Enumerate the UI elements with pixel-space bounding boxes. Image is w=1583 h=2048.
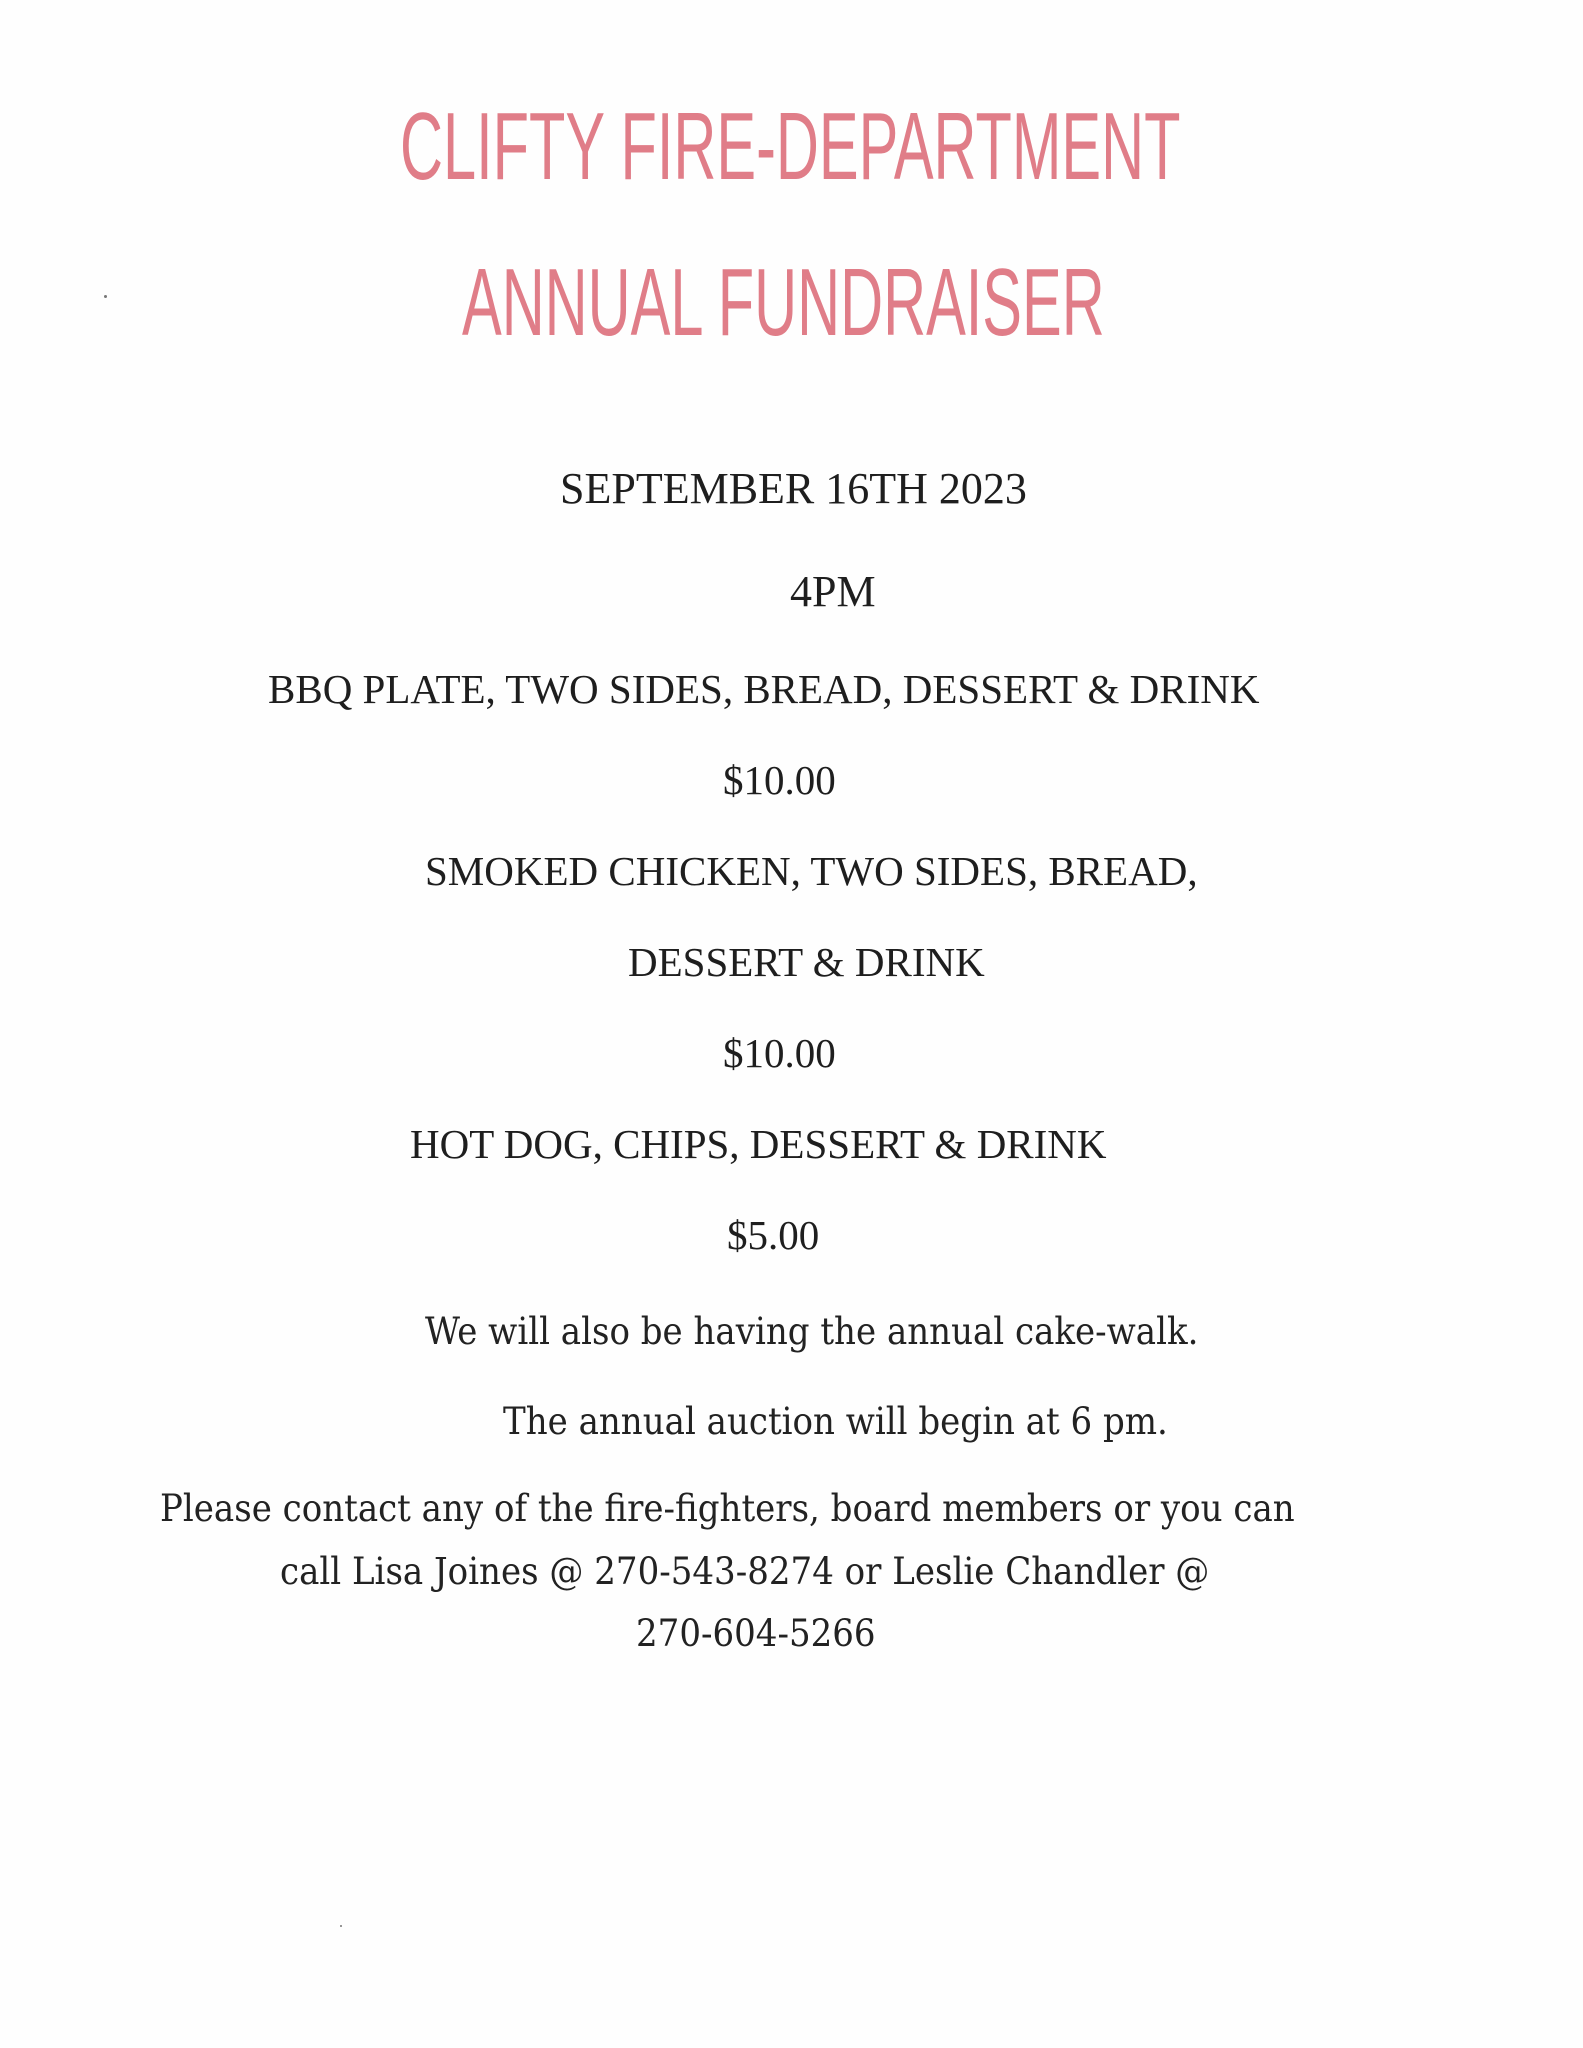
note-cakewalk: We will also be having the annual cake-walk.: [425, 1310, 1199, 1353]
scan-speck: [104, 295, 107, 298]
menu-item-chicken: SMOKED CHICKEN, TWO SIDES, BREAD,: [425, 848, 1198, 894]
menu-price-bbq: $10.00: [723, 757, 836, 803]
scan-speck: [340, 1925, 342, 1927]
menu-price-chicken: $10.00: [723, 1030, 836, 1076]
menu-item-hotdog: HOT DOG, CHIPS, DESSERT & DRINK: [410, 1121, 1107, 1167]
title-line-2: ANNUAL FUNDRAISER: [462, 249, 1105, 356]
note-auction: The annual auction will begin at 6 pm.: [503, 1400, 1168, 1443]
contact-line-2: call Lisa Joines @ 270-543-8274 or Leslie Chandler @: [280, 1550, 1210, 1593]
title-line-1: CLIFTY FIRE-DEPARTMENT: [400, 93, 1181, 200]
contact-line-1: Please contact any of the fire-fighters, board members or you can: [160, 1487, 1295, 1530]
event-date: SEPTEMBER 16TH 2023: [560, 464, 1027, 513]
contact-line-3: 270-604-5266: [636, 1612, 876, 1655]
menu-item-bbq: BBQ PLATE, TWO SIDES, BREAD, DESSERT & DRINK: [268, 666, 1260, 712]
menu-price-hotdog: $5.00: [727, 1212, 820, 1258]
menu-item-chicken-line2: DESSERT & DRINK: [628, 939, 985, 985]
event-time: 4PM: [790, 567, 876, 616]
